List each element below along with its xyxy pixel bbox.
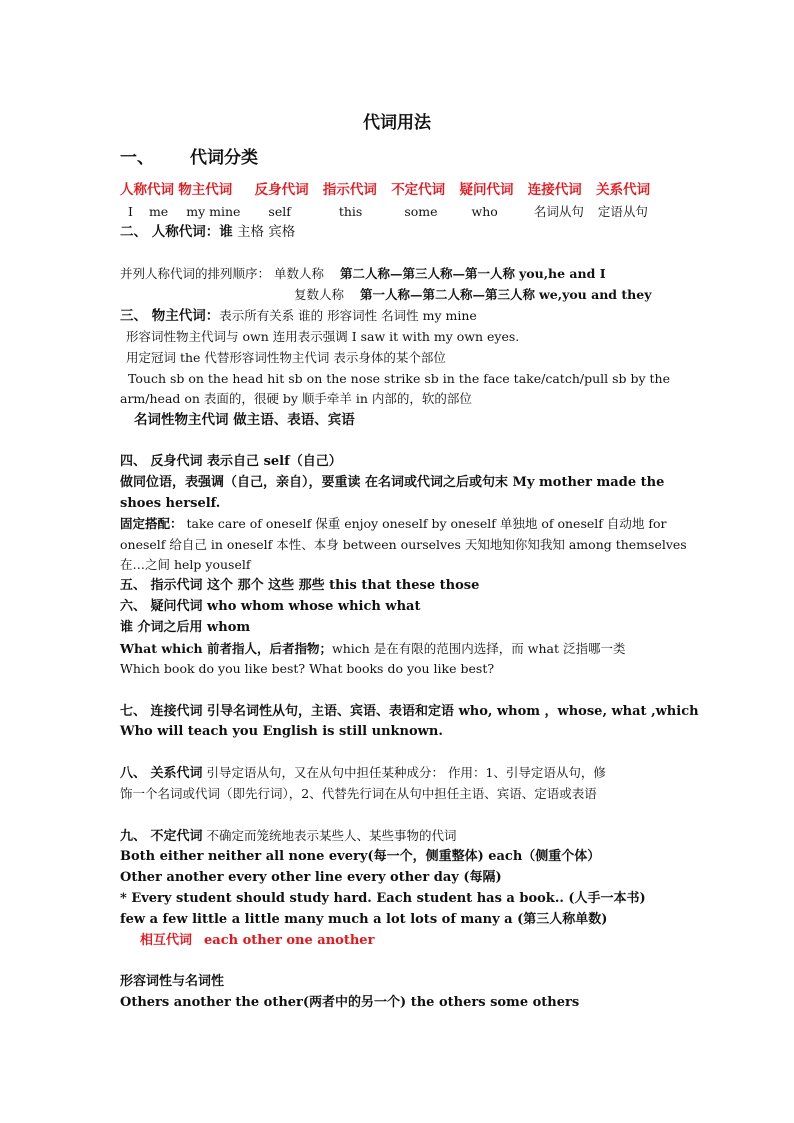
section-3-line-4: Touch sb on the head hit sb on the nose strike sb in the face take/catch/pull sb by the	[128, 371, 670, 386]
section-3-heading	[120, 308, 477, 324]
section-8-line-1	[120, 765, 606, 782]
section-9-line-5: few a few little a little many much a lot lots of many a (第三人称单数)	[120, 912, 608, 927]
section-7-line-2: Who will teach you English is still unknown.	[120, 724, 443, 739]
example-i: I	[128, 204, 133, 219]
example-me: me	[148, 204, 169, 219]
example-who: who	[471, 204, 498, 219]
example-my-mine: my mine	[186, 204, 241, 219]
pronoun-types-row	[120, 182, 650, 198]
order-row-plural	[294, 287, 651, 303]
what-which-label: What which 前者指人，后者指物；	[120, 641, 332, 656]
page-title: 代词用法	[363, 113, 431, 133]
section-9-line-3: Other another every other line every other day (每隔)	[120, 870, 502, 885]
section-6-heading: 六、 疑问代词 who whom whose which what	[120, 599, 421, 614]
fixed-collocation-label: 固定搭配：	[120, 516, 183, 531]
order-label: 并列人称代词的排列顺序：	[120, 266, 271, 281]
what-which-explanation: which 是在有限的范围内选择，而 what 泛指哪一类	[332, 641, 626, 656]
section-9-rest: 不确定而笼统地表示某些人、某些事物的代词	[202, 828, 457, 843]
section-1-number: 一、	[120, 148, 154, 168]
example-this: this	[338, 204, 363, 219]
section-2-heading	[120, 224, 295, 240]
section-3-line-1: 表示所有关系 谁的 形容词性 名词性 my mine	[219, 308, 477, 323]
reciprocal-items: each other one another	[204, 933, 375, 948]
plural-order: 第一人称—第二人称—第三人称	[360, 287, 536, 302]
section-10-line-2: Others another the other(两者中的另一个) the others some others	[120, 995, 580, 1010]
section-4-line-2: 做同位语，表强调（自己，亲自），要重读 在名词或代词之后或句末 My mother made the	[120, 475, 665, 490]
section-1-title: 代词分类	[190, 148, 258, 168]
section-9-title: 九、 不定代词	[120, 829, 203, 844]
section-9-line-1	[120, 828, 457, 845]
section-6-line-2: 谁 介词之后用 whom	[120, 620, 251, 635]
section-4-line-6: 在…之间 help youself	[120, 557, 251, 572]
singular-label: 单数人称	[274, 266, 325, 281]
section-3-line-6: 名词性物主代词 做主语、表语、宾语	[134, 412, 355, 428]
section-8-line-2: 饰一个名词或代词（即先行词），2、代替先行词在从句中担任主语、宾语、定语或表语	[120, 786, 597, 801]
section-5-heading: 五、 指示代词 这个 那个 这些 那些 this that these those	[120, 578, 480, 593]
plural-label: 复数人称	[294, 287, 345, 302]
section-8-title: 八、 关系代词	[120, 766, 203, 781]
type-reflexive: 反身代词	[254, 182, 309, 198]
fixed-collocation-items: take care of oneself 保重 enjoy oneself by oneself 单独地 of oneself 自动地 for	[182, 516, 667, 531]
section-4-line-5: oneself 给自己 in oneself 本性、本身 between ourselves 天知地知你知我知 among themselves	[120, 537, 687, 552]
plural-example: we,you and they	[539, 287, 652, 302]
section-3-line-3: 用定冠词 the 代替形容词性物主代词 表示身体的某个部位	[126, 350, 446, 365]
section-2-cases: 主格 宾格	[237, 224, 296, 240]
section-9-reciprocal	[140, 933, 374, 949]
type-interrogative: 疑问代词	[459, 182, 514, 198]
section-9-line-2: Both either neither all none every(每一个，侧重整体) each（侧重个体）	[120, 849, 601, 864]
section-3-line-5: arm/head on 表面的，很硬 by 顺手牵羊 in 内部的，软的部位	[120, 391, 472, 406]
example-some: some	[404, 204, 438, 219]
type-personal: 人称代词	[120, 182, 174, 198]
section-6-line-3	[120, 641, 625, 657]
section-2-title: 二、 人称代词：谁	[120, 224, 233, 240]
singular-order: 第二人称—第三人称—第一人称	[340, 266, 516, 281]
order-row-singular	[120, 266, 606, 282]
section-4-line-3: shoes herself.	[120, 496, 221, 511]
section-3-title: 三、 物主代词：	[120, 308, 220, 324]
singular-example: you,he and I	[519, 266, 606, 281]
section-4-line-4	[120, 516, 666, 532]
type-indefinite: 不定代词	[391, 182, 446, 198]
section-6-line-4: Which book do you like best? What books do you like best?	[120, 661, 495, 676]
section-7-heading: 七、 连接代词 引导名词性从句，主语、宾语、表语和定语 who, whom ，whose, what ,which	[120, 704, 699, 719]
example-noun-clause: 名词从句	[533, 204, 584, 219]
type-possessive: 物主代词	[178, 182, 233, 198]
pronoun-examples-row	[120, 204, 648, 220]
section-4-heading: 四、 反身代词 表示自己 self（自己）	[120, 454, 342, 469]
reciprocal-label: 相互代词	[140, 933, 193, 948]
example-attributive-clause: 定语从句	[597, 204, 648, 219]
section-9-line-4: * Every student should study hard. Each student has a book.. (人手一本书)	[120, 891, 646, 906]
type-relative: 关系代词	[596, 182, 651, 198]
type-connective: 连接代词	[527, 182, 582, 198]
type-demonstrative: 指示代词	[322, 182, 377, 198]
section-10-heading: 形容词性与名词性	[120, 974, 225, 989]
section-3-line-2: 形容词性物主代词与 own 连用表示强调 I saw it with my own eyes.	[126, 329, 520, 344]
example-self: self	[268, 204, 291, 219]
section-1-heading	[120, 150, 258, 166]
section-8-rest: 引导定语从句，又在从句中担任某种成分： 作用：1、引导定语从句，修	[202, 765, 606, 780]
